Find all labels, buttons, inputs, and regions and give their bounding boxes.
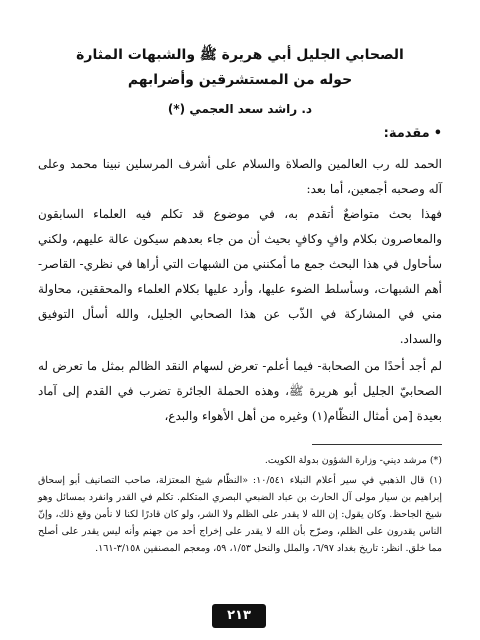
page-number: ٢١٣ bbox=[212, 604, 266, 628]
bullet-icon: • bbox=[433, 126, 442, 141]
article-title-line-2: حوله من المستشرقين وأضرابهم bbox=[127, 72, 353, 88]
article-title-line-1: الصحابي الجليل أبي هريرة ﷺ والشبهات المثارة bbox=[76, 47, 404, 63]
footnote-2: (١) قال الذهبي في سير أعلام النبلاء ١٠/٥٤١: «النظّام شيخ المعتزلة، صاحب التصانيف أبو إسحاق إبراهيم بن سيار مولى آل الحارث بن عباد الضبعي البصري المتكلم. تكلم في القدر وانفرد بمسائل وهو شيخ الجاحظ. وكان يقول: إن الله لا يقدر على الظلم ولا الشر، ولو كان قادرًا لكنا لا نأمن وقع ذلك، وإنّ الناس يقدرون على الظلم، وصرّح بأن الله لا يقدر على إخراج أحد من جهنم وأنه ليس يقدر على أصلح مما خلق. انظر: تاريخ بغداد ٦/٩٧، والملل والنحل ١/٥٣، ٥٩، ومعجم المصنفين ٣/١٥٨-١٦١. bbox=[38, 475, 442, 554]
paragraph-3: لم أجد أحدًا من الصحابة- فيما أعلم- تعرض لسهام النقد الظالم بمثل ما تعرض له الصحابيّ الجليل أبو هريرة ﷺ، وهذه الحملة الجائرة تضرب في القدم إلى آماد بعيدة [من أمثال النظّام(١) وغيره من أهل الأهواء والبدع، bbox=[38, 359, 442, 423]
footnote-separator bbox=[312, 444, 442, 445]
paragraph-1: الحمد لله رب العالمين والصلاة والسلام على أشرف المرسلين نبينا محمد وعلى آله وصحبه أجمعين، أما بعد: bbox=[38, 157, 442, 196]
paragraph-2: فهذا بحث متواضعٌ أتقدم به، في موضوع قد تكلم فيه العلماء السابقون والمعاصرون بكلام وافٍ وكافٍ بحيث أن من جاء بعدهم سيكون عالة عليهم، ولكني سأحاول في هذا البحث جمع ما أمكنني من الشبهات التي أراها في نظري- القاصر- أهم الشبهات، وسأسلط الضوء عليها، وأرد عليها بكلام العلماء والمحققين، محاولة مني في المشاركة في الذّب عن هذا الصحابي الجليل، والله أسأل التوفيق والسداد. bbox=[38, 207, 442, 346]
section-heading-text: مقدمة: bbox=[383, 126, 430, 141]
author-line: د. راشد سعد العجمي (*) bbox=[167, 102, 313, 116]
section-heading bbox=[384, 126, 442, 141]
footnote-1: (*) مرشد ديني- وزارة الشؤون بدولة الكويت. bbox=[264, 455, 442, 466]
